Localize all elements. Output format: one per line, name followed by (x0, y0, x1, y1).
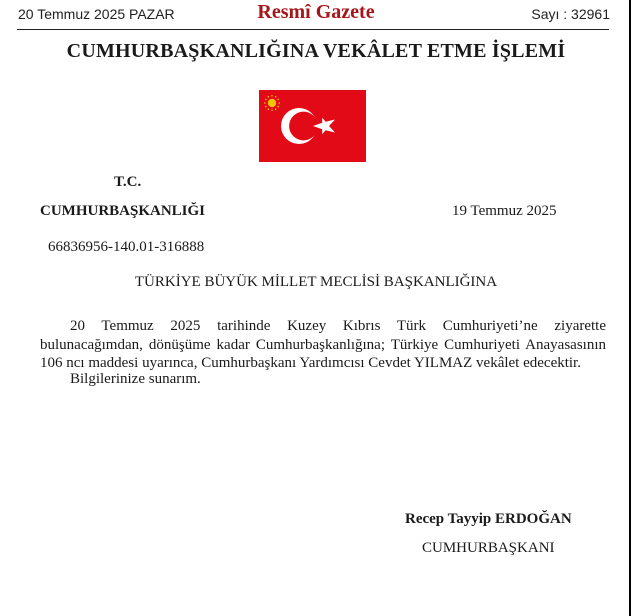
issue-date: 20 Temmuz 2025 PAZAR (18, 6, 175, 22)
signer-title: CUMHURBAŞKANI (422, 540, 555, 556)
issue-number: Sayı : 32961 (531, 6, 610, 22)
document-date: 19 Temmuz 2025 (452, 203, 557, 219)
signer-name: Recep Tayyip ERDOĞAN (405, 511, 572, 527)
sender-presidency: CUMHURBAŞKANLIĞI (40, 203, 206, 219)
recipient: TÜRKİYE BÜYÜK MİLLET MECLİSİ BAŞKANLIĞINA (134, 274, 498, 290)
reference-number: 66836956-140.01-316888 (48, 239, 205, 255)
closing-line: Bilgilerinize sunarım. (70, 371, 201, 387)
page-border (629, 0, 631, 616)
sender-line-tc: T.C. (114, 174, 142, 190)
presidential-flag-icon (259, 90, 366, 162)
document-title: CUMHURBAŞKANLIĞINA VEKÂLET ETME İŞLEMİ (66, 40, 566, 62)
publication-title: Resmî Gazete (257, 1, 375, 23)
body-paragraph (40, 317, 606, 373)
body-text: 20 Temmuz 2025 tarihinde Kuzey Kıbrıs Türk Cumhuriyeti’ne ziyarette bulunacağımdan, dönüşüme kadar Cumhurbaşkanlığına; Türkiye Cumhuriyeti Anayasasının 106 ncı maddesi uyarınca, Cumhurbaşkanı Yardımcısı Cevdet YILMAZ vekâlet edecektir. (40, 318, 606, 371)
header-divider (17, 29, 609, 30)
